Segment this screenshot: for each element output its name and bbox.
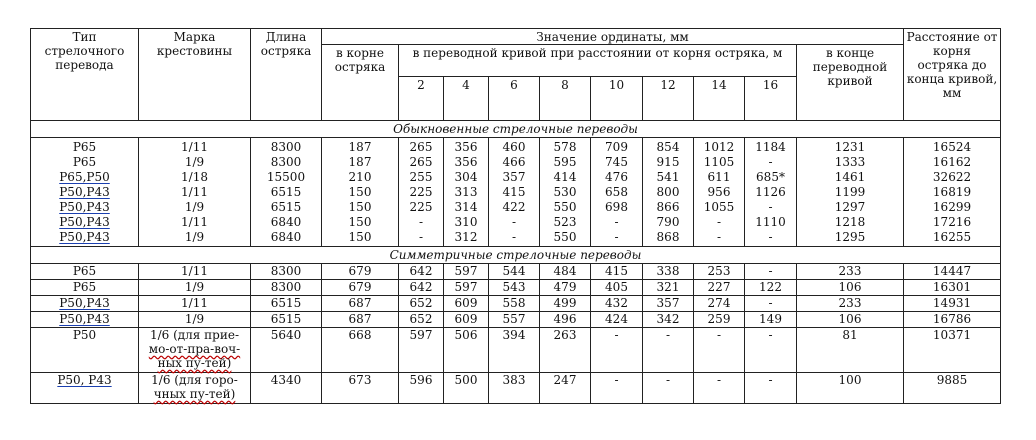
table-cell: 506 <box>444 328 489 373</box>
table-cell: 313 <box>444 185 489 200</box>
table-cell: 122 <box>745 280 797 296</box>
table-cell: 1/9 <box>139 155 251 170</box>
table-cell: 14931 <box>904 296 1001 312</box>
table-cell: 16819 <box>904 185 1001 200</box>
table-cell: 414 <box>540 170 591 185</box>
table-cell: 479 <box>540 280 591 296</box>
table-cell: 265 <box>399 138 444 156</box>
table-cell: 1105 <box>694 155 745 170</box>
table-cell: 357 <box>489 170 540 185</box>
header-distance-value: 12 <box>643 77 694 121</box>
type-cell <box>31 296 139 312</box>
frog-line: 1/6 (для горо- <box>151 373 238 387</box>
table-cell: - <box>745 296 797 312</box>
table-cell: 342 <box>643 312 694 328</box>
table-cell: 1297 <box>797 200 904 215</box>
table-cell: 150 <box>322 230 399 247</box>
header-ordinate-group: Значение ординаты, мм <box>322 29 904 45</box>
table-cell: 6515 <box>251 312 322 328</box>
type-label: Р50,Р43 <box>59 312 110 326</box>
table-row <box>31 373 1001 404</box>
table-cell: 247 <box>540 373 591 404</box>
header-distance-value: 14 <box>694 77 745 121</box>
type-label: Р50,Р43 <box>59 215 110 229</box>
table-cell: 338 <box>643 264 694 280</box>
table-cell: 679 <box>322 264 399 280</box>
header-distance-value: 10 <box>591 77 643 121</box>
table-cell: 668 <box>322 328 399 373</box>
type-cell <box>31 185 139 200</box>
type-label: Р50,Р43 <box>59 296 110 310</box>
table-row <box>31 155 1001 170</box>
table-cell: 32622 <box>904 170 1001 185</box>
frog-line: ных пу-тей) <box>157 356 232 370</box>
header-distance-value: 2 <box>399 77 444 121</box>
table-row <box>31 200 1001 215</box>
table-cell: 790 <box>643 215 694 230</box>
table-cell: 415 <box>591 264 643 280</box>
table-cell: 597 <box>399 328 444 373</box>
header-type: Тип стрелочного перевода <box>31 29 139 121</box>
table-cell: - <box>399 230 444 247</box>
type-label: Р50, Р43 <box>57 373 112 387</box>
table-cell: 81 <box>797 328 904 373</box>
table-cell: - <box>489 230 540 247</box>
table-cell: 304 <box>444 170 489 185</box>
table-cell: 106 <box>797 280 904 296</box>
table-cell: 356 <box>444 155 489 170</box>
type-cell: Р65 <box>31 280 139 296</box>
table-cell: 1055 <box>694 200 745 215</box>
table-cell: 8300 <box>251 155 322 170</box>
table-cell: 578 <box>540 138 591 156</box>
table-cell: 210 <box>322 170 399 185</box>
table-cell: 100 <box>797 373 904 404</box>
table-cell: 496 <box>540 312 591 328</box>
table-cell: - <box>591 373 643 404</box>
table-cell: 263 <box>540 328 591 373</box>
table-cell: 314 <box>444 200 489 215</box>
table-cell: 611 <box>694 170 745 185</box>
header-frog: Марка крестовины <box>139 29 251 121</box>
table-cell: - <box>489 215 540 230</box>
table-cell: 1/9 <box>139 312 251 328</box>
table-cell: 558 <box>489 296 540 312</box>
table-cell: - <box>399 215 444 230</box>
table-cell: 800 <box>643 185 694 200</box>
type-label: Р65,Р50 <box>59 170 110 184</box>
table-row <box>31 230 1001 247</box>
table-cell: 150 <box>322 215 399 230</box>
frog-cell <box>139 373 251 404</box>
table-cell: 432 <box>591 296 643 312</box>
type-label: Р50,Р43 <box>59 185 110 199</box>
table-cell: 1012 <box>694 138 745 156</box>
table-cell: 227 <box>694 280 745 296</box>
table-cell: 1231 <box>797 138 904 156</box>
table-cell: 658 <box>591 185 643 200</box>
table-cell: 1/11 <box>139 215 251 230</box>
table-cell: 310 <box>444 215 489 230</box>
table-cell: 187 <box>322 138 399 156</box>
table-cell: 106 <box>797 312 904 328</box>
table-cell: 4340 <box>251 373 322 404</box>
header-distance-value: 8 <box>540 77 591 121</box>
table-cell: 16162 <box>904 155 1001 170</box>
table-cell: 255 <box>399 170 444 185</box>
table-cell: 523 <box>540 215 591 230</box>
table-cell: 17216 <box>904 215 1001 230</box>
table-cell: 187 <box>322 155 399 170</box>
table-cell: 8300 <box>251 138 322 156</box>
table-cell: 500 <box>444 373 489 404</box>
table-cell: 642 <box>399 280 444 296</box>
table-cell: - <box>745 230 797 247</box>
type-cell <box>31 200 139 215</box>
header-in-curve: в переводной кривой при расстоянии от корня остряка, м <box>399 45 797 77</box>
table-cell: 149 <box>745 312 797 328</box>
table-cell: 15500 <box>251 170 322 185</box>
table-cell: - <box>643 328 694 373</box>
table-cell: 6840 <box>251 230 322 247</box>
table-cell: 16524 <box>904 138 1001 156</box>
table-cell: 1199 <box>797 185 904 200</box>
type-cell <box>31 230 139 247</box>
table-cell: 868 <box>643 230 694 247</box>
header-distance-value: 6 <box>489 77 540 121</box>
table-cell: - <box>694 373 745 404</box>
table-cell: 854 <box>643 138 694 156</box>
table-cell: 233 <box>797 296 904 312</box>
table-cell: 652 <box>399 296 444 312</box>
table-cell: 1/9 <box>139 230 251 247</box>
table-cell: 8300 <box>251 264 322 280</box>
table-cell: - <box>591 230 643 247</box>
section-symmetric-title: Симметричные стрелочные переводы <box>31 247 1001 264</box>
table-cell: 6515 <box>251 200 322 215</box>
table-cell: 687 <box>322 296 399 312</box>
frog-cell <box>139 328 251 373</box>
table-cell: 609 <box>444 296 489 312</box>
table-cell: 745 <box>591 155 643 170</box>
table-cell: 1/11 <box>139 138 251 156</box>
table-cell: - <box>745 155 797 170</box>
table-cell: - <box>694 230 745 247</box>
table-cell: 16301 <box>904 280 1001 296</box>
table-cell: 16255 <box>904 230 1001 247</box>
table-cell: 150 <box>322 185 399 200</box>
table-cell: 5640 <box>251 328 322 373</box>
table-cell: 596 <box>399 373 444 404</box>
table-cell: 1218 <box>797 215 904 230</box>
type-label: Р50,Р43 <box>59 200 110 214</box>
header-distance-value: 4 <box>444 77 489 121</box>
table-cell: 321 <box>643 280 694 296</box>
section-ordinary-title: Обыкновенные стрелочные переводы <box>31 121 1001 138</box>
table-cell: - <box>643 373 694 404</box>
type-cell: Р65 <box>31 155 139 170</box>
table-cell: 687 <box>322 312 399 328</box>
table-cell: 356 <box>444 138 489 156</box>
table-cell: 595 <box>540 155 591 170</box>
table-cell: 357 <box>643 296 694 312</box>
table-cell: 225 <box>399 185 444 200</box>
table-cell: 16299 <box>904 200 1001 215</box>
table-cell: 550 <box>540 200 591 215</box>
table-cell: 1126 <box>745 185 797 200</box>
table-cell: 642 <box>399 264 444 280</box>
table-cell: - <box>591 215 643 230</box>
table-cell: - <box>745 200 797 215</box>
type-cell: Р50 <box>31 328 139 373</box>
frog-line: чных пу-тей) <box>153 387 236 401</box>
table-cell: 6515 <box>251 296 322 312</box>
table-cell: 1/9 <box>139 280 251 296</box>
table-cell: 1110 <box>745 215 797 230</box>
table-cell: - <box>694 215 745 230</box>
table-cell: 460 <box>489 138 540 156</box>
table-cell: 383 <box>489 373 540 404</box>
table-cell: 1/18 <box>139 170 251 185</box>
header-at-end: в конце переводной кривой <box>797 45 904 121</box>
table-cell: 476 <box>591 170 643 185</box>
table-cell: 253 <box>694 264 745 280</box>
table-cell: 233 <box>797 264 904 280</box>
table-cell: 312 <box>444 230 489 247</box>
header-at-root: в корне остряка <box>322 45 399 121</box>
table-cell: 405 <box>591 280 643 296</box>
table-row <box>31 264 1001 280</box>
table-cell: 550 <box>540 230 591 247</box>
table-cell: 679 <box>322 280 399 296</box>
table-cell: 10371 <box>904 328 1001 373</box>
header-distance: Расстояние от корня остряка до конца кривой, мм <box>904 29 1001 121</box>
frog-line: 1/6 (для прие- <box>149 328 240 342</box>
table-cell: - <box>745 264 797 280</box>
table-cell: 1295 <box>797 230 904 247</box>
type-cell: Р65 <box>31 264 139 280</box>
table-cell: 544 <box>489 264 540 280</box>
table-cell: 597 <box>444 280 489 296</box>
table-cell: 499 <box>540 296 591 312</box>
table-row <box>31 312 1001 328</box>
table-cell: 415 <box>489 185 540 200</box>
table-row <box>31 138 1001 156</box>
table-cell: 685* <box>745 170 797 185</box>
table-cell: 14447 <box>904 264 1001 280</box>
table-cell: 225 <box>399 200 444 215</box>
table-cell: 150 <box>322 200 399 215</box>
table-cell: 709 <box>591 138 643 156</box>
table-cell: 16786 <box>904 312 1001 328</box>
table-cell: 698 <box>591 200 643 215</box>
table-cell: 1/11 <box>139 264 251 280</box>
table-cell: - <box>591 328 643 373</box>
table-cell: 6840 <box>251 215 322 230</box>
table-cell: - <box>745 373 797 404</box>
table-cell: 424 <box>591 312 643 328</box>
table-row <box>31 215 1001 230</box>
table-cell: 915 <box>643 155 694 170</box>
table-cell: 543 <box>489 280 540 296</box>
table-cell: 1/11 <box>139 185 251 200</box>
table-cell: 1461 <box>797 170 904 185</box>
type-cell: Р65 <box>31 138 139 156</box>
table-cell: 609 <box>444 312 489 328</box>
table-cell: 484 <box>540 264 591 280</box>
table-cell: 8300 <box>251 280 322 296</box>
table-cell: 265 <box>399 155 444 170</box>
frog-line: мо-от-пра-воч- <box>148 342 241 356</box>
table-cell: 6515 <box>251 185 322 200</box>
ordinate-table <box>30 28 1001 404</box>
table-cell: - <box>694 328 745 373</box>
table-row <box>31 328 1001 373</box>
table-cell: 1/11 <box>139 296 251 312</box>
header-length: Длина остряка <box>251 29 322 121</box>
table-cell: 9885 <box>904 373 1001 404</box>
table-row <box>31 280 1001 296</box>
table-cell: 956 <box>694 185 745 200</box>
table-cell: 541 <box>643 170 694 185</box>
type-cell <box>31 215 139 230</box>
table-cell: 466 <box>489 155 540 170</box>
table-cell: 1184 <box>745 138 797 156</box>
table-cell: - <box>745 328 797 373</box>
table-row <box>31 296 1001 312</box>
table-cell: 652 <box>399 312 444 328</box>
table-cell: 866 <box>643 200 694 215</box>
table-cell: 673 <box>322 373 399 404</box>
table-cell: 394 <box>489 328 540 373</box>
type-label: Р50,Р43 <box>59 230 110 244</box>
table-cell: 530 <box>540 185 591 200</box>
type-cell <box>31 373 139 404</box>
table-cell: 557 <box>489 312 540 328</box>
header-distance-value: 16 <box>745 77 797 121</box>
type-cell <box>31 312 139 328</box>
table-cell: 259 <box>694 312 745 328</box>
table-cell: 1/9 <box>139 200 251 215</box>
type-cell <box>31 170 139 185</box>
table-cell: 1333 <box>797 155 904 170</box>
table-cell: 597 <box>444 264 489 280</box>
table-row <box>31 170 1001 185</box>
table-cell: 422 <box>489 200 540 215</box>
table-row <box>31 185 1001 200</box>
table-cell: 274 <box>694 296 745 312</box>
